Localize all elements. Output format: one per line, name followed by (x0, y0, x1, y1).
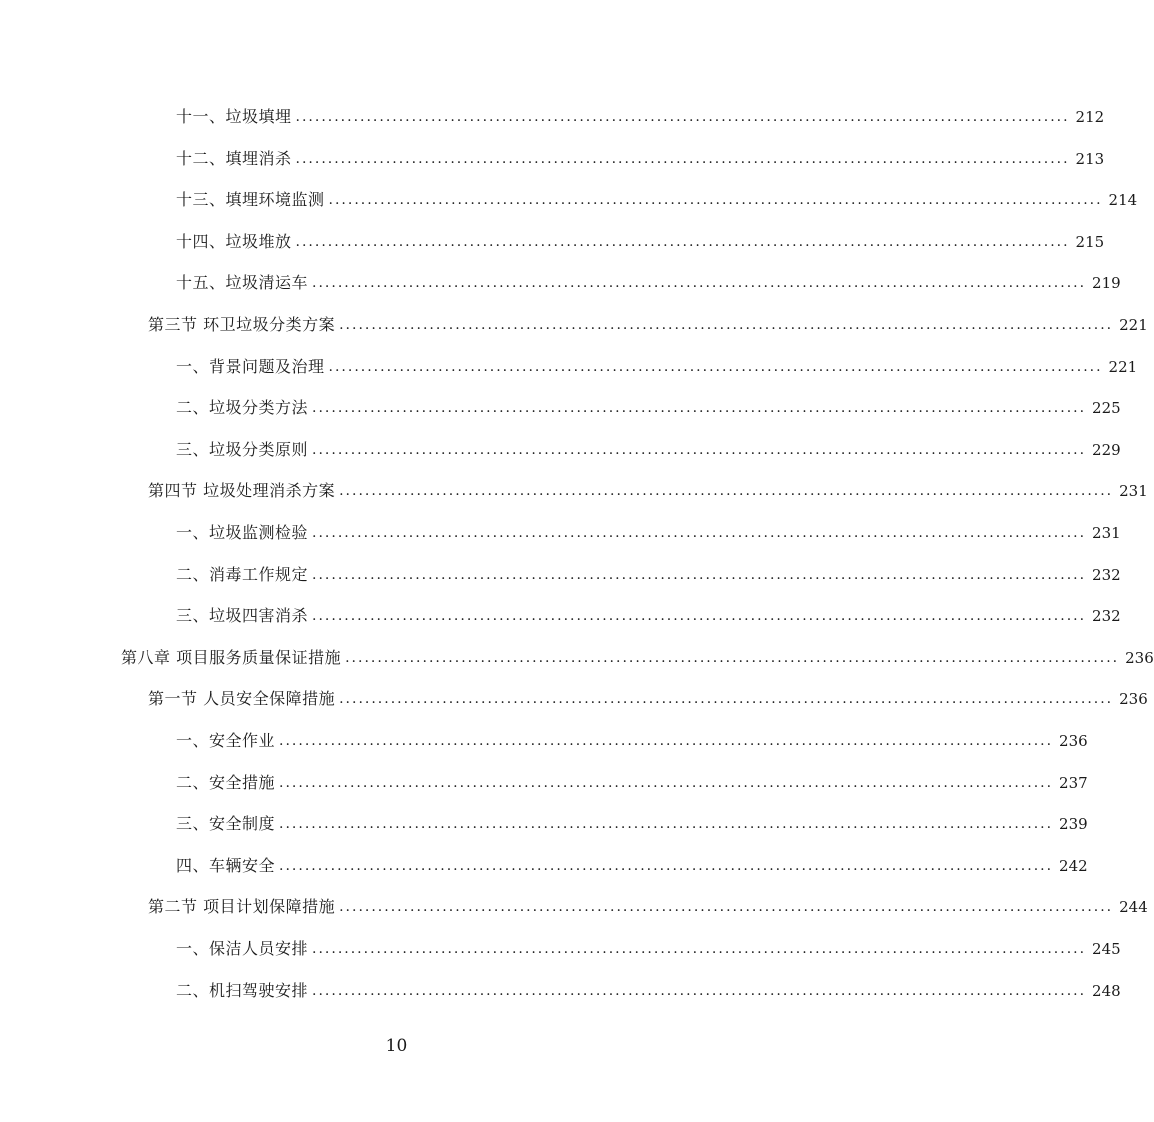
toc-dot-leader: ........................................................................................................................ (312, 525, 1087, 541)
toc-entry-page: 212 (1075, 108, 1105, 126)
toc-entry-page: 213 (1075, 149, 1105, 168)
toc-dot-leader: ........................................................................................................................ (339, 899, 1114, 916)
toc-dot-leader: ........................................................................................................................ (279, 857, 1054, 874)
toc-entry-label: 二、机扫驾驶安排 (176, 980, 309, 1000)
toc-dot-leader: ........................................................................................................................ (345, 649, 1120, 666)
toc-entry[interactable] (176, 561, 1121, 589)
toc-entry-page: 237 (1059, 773, 1088, 792)
toc-dot-leader: ........................................................................................................................ (328, 192, 1103, 209)
toc-dot-leader: ........................................................................................................................ (312, 275, 1087, 292)
toc-entry-page: 236 (1125, 648, 1154, 667)
toc-entry-label: 二、消毒工作规定 (176, 564, 309, 584)
toc-dot-leader: ........................................................................................................................ (312, 400, 1087, 417)
toc-entry-page: 229 (1092, 440, 1121, 459)
toc-dot-leader: ........................................................................................................................ (279, 816, 1054, 833)
toc-entry-page: 239 (1059, 815, 1088, 834)
toc-entry[interactable] (176, 269, 1121, 297)
toc-entry[interactable] (176, 228, 1105, 256)
toc-dot-leader: ........................................................................................................................ (312, 608, 1087, 625)
toc-entry-label: 三、垃圾分类原则 (176, 439, 309, 459)
toc-entry[interactable] (176, 103, 1105, 131)
toc-entry-page: 221 (1119, 316, 1148, 334)
toc-dot-leader: ........................................................................................................................ (339, 317, 1114, 333)
toc-entry[interactable] (148, 311, 1148, 339)
toc-entry-page: 219 (1092, 274, 1121, 293)
toc-dot-leader: ........................................................................................................................ (295, 233, 1070, 250)
toc-entry[interactable] (148, 893, 1148, 921)
toc-entry-label: 一、背景问题及治理 (176, 356, 325, 376)
toc-entry[interactable] (176, 852, 1088, 880)
toc-dot-leader: ........................................................................................................................ (312, 941, 1087, 957)
toc-entry-page: 245 (1092, 940, 1121, 958)
toc-entry[interactable] (176, 394, 1121, 422)
toc-entry-label: 第三节 环卫垃圾分类方案 (148, 315, 336, 334)
toc-entry[interactable] (176, 145, 1105, 173)
toc-entry-page: 214 (1108, 191, 1138, 210)
toc-entry-label: 十二、填埋消杀 (176, 148, 292, 168)
toc-dot-leader: ........................................................................................................................ (312, 441, 1087, 458)
toc-entry[interactable] (176, 977, 1121, 1005)
toc-dot-leader: ........................................................................................................................ (328, 358, 1103, 375)
toc-entry-page: 231 (1119, 482, 1148, 501)
toc-entry[interactable] (176, 436, 1121, 464)
toc-dot-leader: ........................................................................................................................ (279, 774, 1054, 791)
toc-entry-page: 236 (1059, 732, 1088, 750)
toc-dot-leader: ........................................................................................................................ (312, 982, 1087, 999)
toc-entry[interactable] (176, 935, 1121, 963)
toc-entry-label: 四、车辆安全 (176, 855, 276, 875)
page-number: 10 (385, 1036, 408, 1056)
toc-entry[interactable] (176, 727, 1088, 755)
toc-entry-label: 二、安全措施 (176, 772, 276, 792)
toc-entry[interactable] (176, 519, 1121, 547)
toc-entry-label: 第八章 项目服务质量保证措施 (121, 647, 342, 667)
toc-dot-leader: ........................................................................................................................ (339, 483, 1114, 500)
toc-entry-page: 215 (1075, 232, 1105, 251)
toc-dot-leader: ........................................................................................................................ (339, 691, 1114, 708)
toc-entry[interactable] (176, 769, 1088, 797)
toc-entry[interactable] (121, 644, 1154, 672)
toc-entry[interactable] (176, 602, 1121, 630)
toc-entry-page: 232 (1092, 565, 1121, 584)
toc-entry-page: 231 (1092, 524, 1121, 542)
toc-entry-label: 一、安全作业 (176, 731, 276, 750)
toc-entry[interactable] (176, 186, 1138, 214)
toc-entry-label: 十三、填埋环境监测 (176, 190, 325, 210)
toc-entry-page: 225 (1092, 399, 1121, 418)
toc-dot-leader: ........................................................................................................................ (295, 150, 1070, 167)
toc-entry-page: 242 (1059, 856, 1088, 875)
toc-entry[interactable] (176, 353, 1138, 381)
toc-dot-leader: ........................................................................................................................ (295, 109, 1070, 125)
toc-dot-leader: ........................................................................................................................ (279, 733, 1054, 749)
toc-entry-label: 第一节 人员安全保障措施 (148, 689, 336, 709)
toc-entry-label: 十四、垃圾堆放 (176, 231, 292, 251)
toc-entry-label: 一、垃圾监测检验 (176, 523, 309, 542)
toc-dot-leader: ........................................................................................................................ (312, 566, 1087, 583)
toc-entry-page: 248 (1092, 981, 1121, 1000)
toc-entry-label: 第二节 项目计划保障措施 (148, 897, 336, 917)
toc-entry[interactable] (148, 685, 1148, 713)
toc-entry-page: 236 (1119, 690, 1148, 709)
toc-entry-page: 221 (1108, 357, 1138, 376)
toc-entry[interactable] (176, 810, 1088, 838)
toc-entry-page: 244 (1119, 898, 1148, 917)
toc-entry-page: 232 (1092, 607, 1121, 626)
toc-entry-label: 一、保洁人员安排 (176, 939, 309, 958)
toc-entry-label: 十五、垃圾清运车 (176, 273, 309, 293)
toc-entry-label: 二、垃圾分类方法 (176, 398, 309, 418)
toc-entry-label: 三、安全制度 (176, 814, 276, 834)
toc-entry[interactable] (148, 477, 1148, 505)
toc-entry-label: 第四节 垃圾处理消杀方案 (148, 481, 336, 501)
toc-entry-label: 三、垃圾四害消杀 (176, 606, 309, 626)
toc-entry-label: 十一、垃圾填埋 (176, 107, 292, 126)
